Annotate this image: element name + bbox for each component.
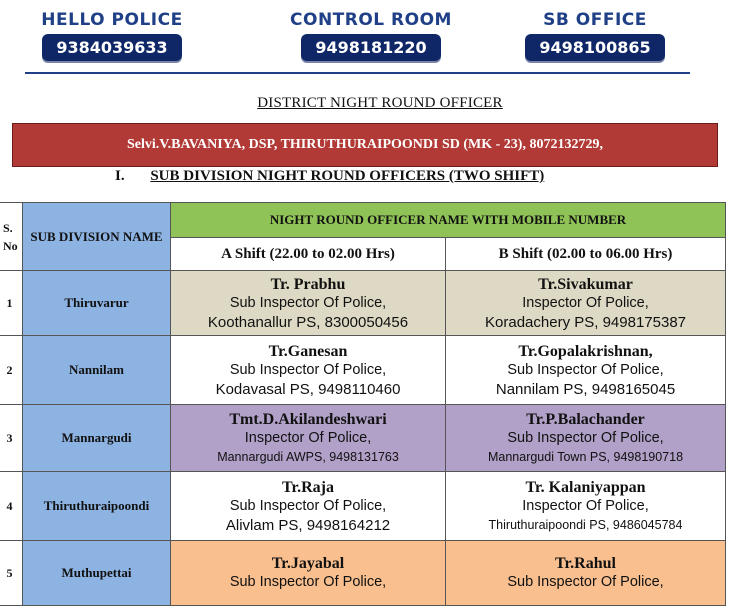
row-sno: 5 [0,541,23,606]
officer-name: Tr.Rahul [555,555,616,572]
row-subdivision: Thiruthuraipoondi [23,472,171,541]
col-subdivision-header: SUB DIVISION NAME [23,203,171,271]
officer-rank: Inspector Of Police, [522,294,649,311]
contact-hello-police [30,10,194,61]
officer-rank: Sub Inspector Of Police, [507,574,664,590]
officer-rank: Sub Inspector Of Police, [229,361,387,378]
table-row [0,336,726,405]
b-shift-officer [446,472,726,541]
officer-rank: Inspector Of Police, [522,497,649,514]
row-subdivision: Thiruvarur [23,271,171,336]
row-sno: 4 [0,472,23,541]
col-a-shift-header: A Shift (22.00 to 02.00 Hrs) [171,238,446,271]
officer-station: Thiruthuraipoondi PS, 9486045784 [488,517,683,532]
table-row [0,405,726,472]
row-sno: 2 [0,336,23,405]
row-subdivision: Muthupettai [23,541,171,606]
district-heading: DISTRICT NIGHT ROUND OFFICER [257,95,503,111]
section-heading [115,168,544,185]
officer-name: Tr. Prabhu [270,275,346,293]
col-b-shift-header: B Shift (02.00 to 06.00 Hrs) [446,238,726,271]
section-number: I. [115,168,125,184]
officer-station: Koothanallur PS, 8300050456 [207,313,409,331]
b-shift-officer [446,541,726,606]
b-shift-officer [446,271,726,336]
emergency-contacts [0,0,730,76]
night-round-table [0,202,726,606]
officer-rank: Sub Inspector Of Police, [507,361,664,378]
contact-label: SB OFFICE [543,10,647,30]
a-shift-officer [171,271,446,336]
contact-number[interactable]: 9384039633 [42,34,182,61]
officer-rank: Sub Inspector Of Police, [507,429,664,446]
row-subdivision: Nannilam [23,336,171,405]
contact-sb-office [520,10,670,61]
officer-station: Mannargudi AWPS, 9498131763 [217,449,399,464]
contact-number[interactable]: 9498181220 [301,34,441,61]
contact-label: HELLO POLICE [41,10,183,30]
header-divider [25,72,690,74]
row-sno: 1 [0,271,23,336]
officer-station: Nannilam PS, 9498165045 [495,380,676,398]
a-shift-officer [171,472,446,541]
officer-name: Tr. Kalaniyappan [525,478,646,496]
row-sno: 3 [0,405,23,472]
a-shift-officer [171,541,446,606]
contact-label: CONTROL ROOM [290,10,452,30]
officer-rank: Sub Inspector Of Police, [229,497,387,514]
officer-name: Tr.Gopalakrishnan, [518,342,653,360]
officer-rank: Sub Inspector Of Police, [229,574,387,590]
b-shift-officer [446,336,726,405]
contact-control-room [280,10,462,61]
officer-rank: Inspector Of Police, [244,429,372,446]
b-shift-officer [446,405,726,472]
officer-station: Koradachery PS, 9498175387 [485,313,686,331]
officer-station: Alivlam PS, 9498164212 [225,516,391,534]
officer-name: Tr.Ganesan [268,342,348,360]
table-row [0,472,726,541]
col-night-header: NIGHT ROUND OFFICER NAME WITH MOBILE NUMBER [171,203,726,238]
section-title: SUB DIVISION NIGHT ROUND OFFICERS (TWO SHIFT) [150,168,545,184]
district-officer-banner: Selvi.V.BAVANIYA, DSP, THIRUTHURAIPOONDI SD (MK - 23), 8072132729, [12,123,718,167]
a-shift-officer [171,336,446,405]
col-sno-header: S. No [0,203,23,271]
a-shift-officer [171,405,446,472]
contact-number[interactable]: 9498100865 [525,34,665,61]
officer-name: Tr.Jayabal [271,555,345,572]
officer-station: Kodavasal PS, 9498110460 [215,380,401,398]
table-row [0,541,726,606]
officer-name: Tr.Raja [282,478,334,496]
officer-name: Tmt.D.Akilandeshwari [229,410,387,428]
officer-station: Mannargudi Town PS, 9498190718 [487,449,684,464]
officer-name: Tr.P.Balachander [526,410,645,428]
officer-name: Tr.Sivakumar [538,275,633,293]
table-row [0,271,726,336]
officer-rank: Sub Inspector Of Police, [229,294,387,311]
row-subdivision: Mannargudi [23,405,171,472]
